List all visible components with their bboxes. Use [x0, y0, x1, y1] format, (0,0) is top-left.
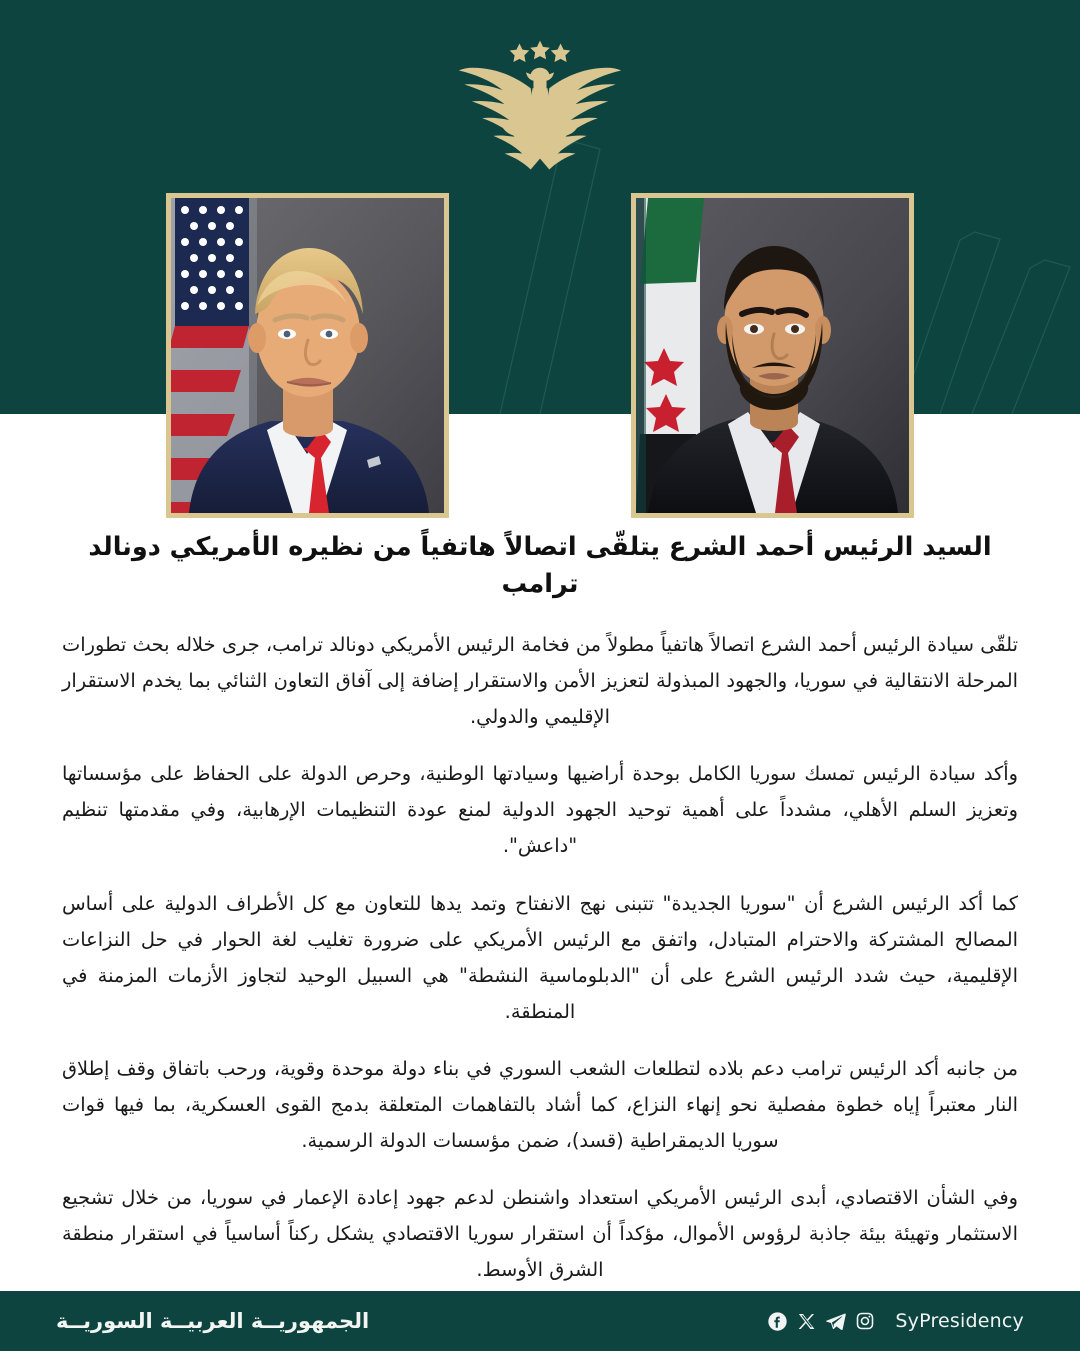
footer-republic-title: الجمهوريــة العربيــة السوريــة	[56, 1309, 370, 1333]
footer-bar	[0, 1291, 1080, 1351]
article-paragraph-3: كما أكد الرئيس الشرع أن "سوريا الجديدة" تتبنى نهج الانفتاح وتمد يدها للتعاون مع كل الأطراف الدولية على أساس المصالح المشتركة والاحترام المتبادل، واتفق مع الرئيس الأمريكي على ضرورة تغليب لغة الحوار في حل النزاعات الإقليمية، حيث شدد الرئيس الشرع على أن "الدبلوماسية النشطة" هي السبيل الوحيد لتجاوز الأزمات المزمنة في المنطقة.	[62, 891, 1018, 1023]
x-icon[interactable]	[797, 1312, 816, 1331]
page-title: السيد الرئيس أحمد الشرع يتلقّى اتصالاً هاتفياً من نظيره الأمريكي دونالد ترامب	[88, 532, 992, 599]
social-links	[767, 1310, 1024, 1332]
article-paragraph-5: وفي الشأن الاقتصادي، أبدى الرئيس الأمريكي استعداد واشنطن لدعم جهود إعادة الإعمار في سوريا، من خلال تشجيع الاستثمار وتهيئة بيئة جاذبة لرؤوس الأموال، مؤكداً أن استقرار سوريا الاقتصادي يشكل ركناً أساسياً في استقرار منطقة الشرق الأوسط.	[62, 1186, 1018, 1282]
facebook-icon[interactable]	[767, 1311, 788, 1332]
article-paragraph-4: من جانبه أكد الرئيس ترامب دعم بلاده لتطلعات الشعب السوري في بناء دولة موحدة وقوية، ورحب باتفاق وقف إطلاق النار معتبراً إياه خطوة مفصلية نحو إنهاء النزاع، كما أشاد بالتفاهمات المتعلقة بدمج القوى العسكرية، بما فيها قوات سوريا الديمقراطية (قسد)، ضمن مؤسسات الدولة الرسمية.	[62, 1056, 1018, 1153]
social-handle[interactable]: SyPresidency	[895, 1310, 1024, 1332]
article-content	[0, 414, 1080, 1288]
article-paragraph-2: وأكد سيادة الرئيس تمسك سوريا الكامل بوحدة أراضيها وسيادتها الوطنية، وحرص الدولة على الحفاظ على مؤسساتها وتعزيز السلم الأهلي، مشدداً على أهمية توحيد الجهود الدولية لمنع عودة التنظيمات الإرهابية، وفي مقدمتها تنظيم "داعش".	[62, 762, 1018, 858]
telegram-icon[interactable]	[825, 1311, 846, 1332]
instagram-icon[interactable]	[855, 1311, 875, 1331]
article-paragraph-1: تلقّى سيادة الرئيس أحمد الشرع اتصالاً هاتفياً مطولاً من فخامة الرئيس الأمريكي دونالد ترامب، جرى خلاله بحث تطورات المرحلة الانتقالية في سوريا، والجهود المبذولة لتعزيز الأمن والاستقرار إضافة إلى آفاق التعاون الثنائي بما يخدم الاستقرار الإقليمي والدولي.	[62, 632, 1018, 729]
